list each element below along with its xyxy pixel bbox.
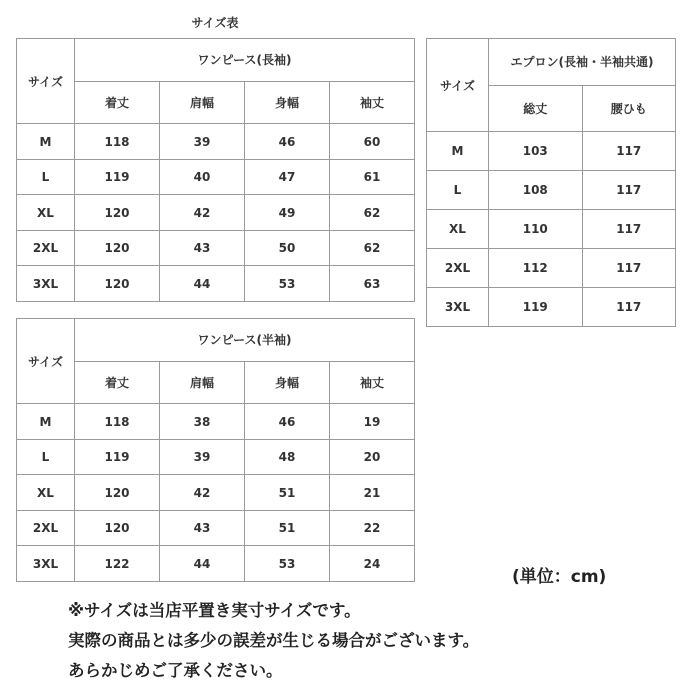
- size-header-cell: サイズ: [17, 39, 75, 124]
- table-row: [17, 195, 415, 231]
- size-cell: M: [17, 404, 75, 440]
- value-cell: 120: [75, 510, 160, 546]
- table-row: [17, 159, 415, 195]
- page-title: サイズ表: [191, 16, 239, 30]
- value-cell: 49: [245, 195, 330, 231]
- value-cell: 44: [160, 546, 245, 582]
- value-cell: 60: [330, 124, 415, 160]
- table-row: [17, 475, 415, 511]
- unit-note: (単位：cm): [512, 567, 607, 587]
- value-cell: 43: [160, 510, 245, 546]
- value-cell: 119: [489, 288, 583, 327]
- value-cell: 119: [75, 439, 160, 475]
- table-header-row: [17, 319, 415, 362]
- size-cell: 2XL: [17, 230, 75, 266]
- value-cell: 118: [75, 124, 160, 160]
- value-cell: 42: [160, 195, 245, 231]
- value-cell: 62: [330, 230, 415, 266]
- size-header-cell: サイズ: [427, 39, 489, 132]
- size-cell: M: [17, 124, 75, 160]
- size-header-cell: サイズ: [17, 319, 75, 404]
- value-cell: 20: [330, 439, 415, 475]
- column-header-cell: 袖丈: [330, 81, 415, 124]
- table-row: [17, 404, 415, 440]
- table-row: [17, 439, 415, 475]
- size-cell: 3XL: [427, 288, 489, 327]
- value-cell: 51: [245, 475, 330, 511]
- table-row: [427, 132, 676, 171]
- value-cell: 120: [75, 475, 160, 511]
- column-header-cell: 身幅: [245, 81, 330, 124]
- value-cell: 117: [582, 249, 676, 288]
- value-cell: 110: [489, 210, 583, 249]
- value-cell: 61: [330, 159, 415, 195]
- column-header-row: [17, 361, 415, 404]
- value-cell: 117: [582, 171, 676, 210]
- table-row: [427, 171, 676, 210]
- value-cell: 117: [582, 210, 676, 249]
- column-header-cell: 身幅: [245, 361, 330, 404]
- table-row: [427, 210, 676, 249]
- value-cell: 122: [75, 546, 160, 582]
- table-row: [17, 124, 415, 160]
- column-header-cell: 肩幅: [160, 361, 245, 404]
- note-line: 実際の商品とは多少の誤差が生じる場合がございます。: [68, 631, 480, 650]
- value-cell: 50: [245, 230, 330, 266]
- table-header-row: [427, 39, 676, 86]
- table-row: [17, 266, 415, 302]
- value-cell: 108: [489, 171, 583, 210]
- value-cell: 120: [75, 230, 160, 266]
- size-cell: 3XL: [17, 546, 75, 582]
- value-cell: 46: [245, 124, 330, 160]
- group-header-cell: ワンピース(長袖): [75, 39, 415, 82]
- value-cell: 47: [245, 159, 330, 195]
- table-row: [17, 230, 415, 266]
- size-cell: 3XL: [17, 266, 75, 302]
- value-cell: 46: [245, 404, 330, 440]
- size-cell: XL: [17, 475, 75, 511]
- size-cell: L: [427, 171, 489, 210]
- value-cell: 24: [330, 546, 415, 582]
- value-cell: 120: [75, 195, 160, 231]
- table-row: [427, 288, 676, 327]
- value-cell: 38: [160, 404, 245, 440]
- apron-size-table: [426, 38, 676, 327]
- size-cell: 2XL: [17, 510, 75, 546]
- column-header-cell: 着丈: [75, 361, 160, 404]
- size-cell: XL: [427, 210, 489, 249]
- value-cell: 48: [245, 439, 330, 475]
- value-cell: 39: [160, 124, 245, 160]
- table-row: [17, 546, 415, 582]
- size-cell: L: [17, 439, 75, 475]
- note-line: あらかじめご了承ください。: [68, 661, 283, 680]
- group-header-cell: ワンピース(半袖): [75, 319, 415, 362]
- size-cell: 2XL: [427, 249, 489, 288]
- column-header-cell: 着丈: [75, 81, 160, 124]
- value-cell: 42: [160, 475, 245, 511]
- value-cell: 53: [245, 266, 330, 302]
- note-line: ※サイズは当店平置き実寸サイズです。: [68, 601, 361, 620]
- value-cell: 53: [245, 546, 330, 582]
- value-cell: 44: [160, 266, 245, 302]
- value-cell: 103: [489, 132, 583, 171]
- value-cell: 112: [489, 249, 583, 288]
- size-cell: XL: [17, 195, 75, 231]
- value-cell: 118: [75, 404, 160, 440]
- value-cell: 51: [245, 510, 330, 546]
- dress-short-sleeve-size-table: [16, 318, 415, 582]
- column-header-cell: 腰ひも: [582, 85, 676, 132]
- value-cell: 117: [582, 288, 676, 327]
- value-cell: 117: [582, 132, 676, 171]
- value-cell: 43: [160, 230, 245, 266]
- size-notes: [68, 596, 688, 686]
- value-cell: 62: [330, 195, 415, 231]
- value-cell: 120: [75, 266, 160, 302]
- value-cell: 22: [330, 510, 415, 546]
- value-cell: 40: [160, 159, 245, 195]
- value-cell: 39: [160, 439, 245, 475]
- table-row: [17, 510, 415, 546]
- column-header-cell: 袖丈: [330, 361, 415, 404]
- group-header-cell: エプロン(長袖・半袖共通): [489, 39, 676, 86]
- value-cell: 63: [330, 266, 415, 302]
- size-cell: L: [17, 159, 75, 195]
- column-header-cell: 肩幅: [160, 81, 245, 124]
- size-cell: M: [427, 132, 489, 171]
- column-header-row: [17, 81, 415, 124]
- table-header-row: [17, 39, 415, 82]
- value-cell: 21: [330, 475, 415, 511]
- value-cell: 119: [75, 159, 160, 195]
- column-header-cell: 総丈: [489, 85, 583, 132]
- dress-long-sleeve-size-table: [16, 38, 415, 302]
- value-cell: 19: [330, 404, 415, 440]
- table-row: [427, 249, 676, 288]
